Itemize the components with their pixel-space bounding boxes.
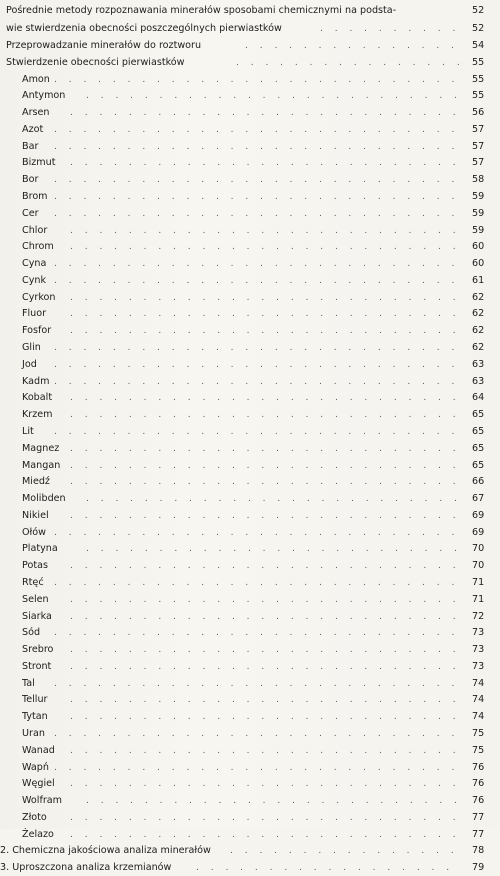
toc-page-number: 60 bbox=[472, 258, 485, 270]
toc-element-entry bbox=[0, 810, 500, 826]
dot-leader bbox=[54, 206, 462, 222]
toc-entry-label: Wanad bbox=[22, 744, 55, 756]
dot-leader bbox=[70, 323, 462, 339]
dot-leader bbox=[70, 592, 462, 608]
dot-leader bbox=[70, 290, 462, 306]
toc-entry-label: Tellur bbox=[22, 694, 48, 706]
toc-element-entry bbox=[0, 692, 500, 708]
toc-entry-label: Stront bbox=[22, 660, 52, 672]
toc-section-entry bbox=[0, 38, 500, 54]
toc-entry-label: Siarka bbox=[22, 610, 52, 622]
toc-page-number: 66 bbox=[472, 476, 485, 488]
toc-page-number: 64 bbox=[472, 392, 485, 404]
toc-entry-label: Ołów bbox=[22, 526, 46, 538]
toc-entry-label: Kobalt bbox=[22, 392, 53, 404]
toc-element-entry bbox=[0, 139, 500, 155]
toc-page-number: 78 bbox=[472, 845, 485, 857]
toc-page-number: 55 bbox=[472, 90, 485, 102]
toc-entry-label: Złoto bbox=[22, 811, 47, 823]
toc-entry-label: Wolfram bbox=[22, 795, 63, 807]
dot-leader bbox=[70, 223, 462, 239]
toc-entry-label: Glin bbox=[22, 342, 41, 354]
toc-page-number: 65 bbox=[472, 409, 485, 421]
dot-leader bbox=[236, 55, 462, 71]
dot-leader bbox=[70, 776, 462, 792]
toc-element-entry bbox=[0, 776, 500, 792]
dot-leader bbox=[54, 122, 462, 138]
toc-page-number: 60 bbox=[472, 241, 485, 253]
toc-page-number: 69 bbox=[472, 509, 485, 521]
toc-page-number: 73 bbox=[472, 660, 485, 672]
dot-leader bbox=[70, 458, 462, 474]
toc-element-entry bbox=[0, 592, 500, 608]
dot-leader bbox=[70, 642, 462, 658]
toc-entry-label: Mangan bbox=[22, 459, 61, 471]
toc-entry-label: 3. Uproszczona analiza krzemianów bbox=[0, 862, 172, 874]
toc-page-number: 62 bbox=[472, 342, 485, 354]
toc-entry-label: Bor bbox=[22, 174, 39, 186]
toc-page-number: 69 bbox=[472, 526, 485, 538]
toc-page-number: 70 bbox=[472, 560, 485, 572]
toc-page-number: 57 bbox=[472, 157, 485, 169]
toc-element-entry bbox=[0, 474, 500, 490]
toc-element-entry bbox=[0, 709, 500, 725]
toc-element-entry bbox=[0, 206, 500, 222]
toc-element-entry bbox=[0, 609, 500, 625]
dot-leader bbox=[70, 390, 462, 406]
dot-leader bbox=[54, 726, 462, 742]
dot-leader bbox=[70, 306, 462, 322]
toc-page-number: 74 bbox=[472, 677, 485, 689]
toc-element-entry bbox=[0, 357, 500, 373]
toc-page-number: 74 bbox=[472, 694, 485, 706]
toc-page-number: 56 bbox=[472, 107, 485, 119]
toc-intro-line-1 bbox=[0, 3, 500, 19]
toc-entry-label: Chrom bbox=[22, 241, 54, 253]
toc-element-entry bbox=[0, 223, 500, 239]
toc-entry-label: Tal bbox=[22, 677, 35, 689]
toc-intro-text-2: wie stwierdzenia obecności poszczególnych pierwiastków bbox=[6, 23, 282, 34]
toc-page-number: 52 bbox=[472, 5, 485, 16]
toc-page-number: 76 bbox=[472, 795, 485, 807]
toc-element-entry bbox=[0, 88, 500, 104]
toc-entry-label: Lit bbox=[22, 425, 34, 437]
toc-element-entry bbox=[0, 273, 500, 289]
toc-chapter-entry bbox=[0, 843, 500, 859]
toc-element-entry bbox=[0, 726, 500, 742]
dot-leader bbox=[54, 357, 462, 373]
toc-entry-label: Cyrkon bbox=[22, 291, 56, 303]
toc-element-entry bbox=[0, 390, 500, 406]
toc-element-entry bbox=[0, 340, 500, 356]
dot-leader bbox=[70, 239, 462, 255]
toc-entry-label: Krzem bbox=[22, 409, 53, 421]
dot-leader bbox=[86, 491, 462, 507]
toc-element-entry bbox=[0, 155, 500, 171]
toc-intro-text-1: Pośrednie metody rozpoznawania minerałów sposobami chemicznymi na podsta- bbox=[6, 5, 397, 16]
toc-page-number: 62 bbox=[472, 291, 485, 303]
toc-element-entry bbox=[0, 760, 500, 776]
dot-leader bbox=[54, 625, 462, 641]
toc-element-entry bbox=[0, 424, 500, 440]
toc-element-entry bbox=[0, 441, 500, 457]
toc-page-number: 65 bbox=[472, 459, 485, 471]
toc-page-number: 75 bbox=[472, 744, 485, 756]
toc-entry-label: Brom bbox=[22, 191, 48, 203]
toc-element-entry bbox=[0, 525, 500, 541]
toc-page-number: 67 bbox=[472, 493, 485, 505]
toc-entry-label: Molibden bbox=[22, 493, 66, 505]
toc-element-entry bbox=[0, 458, 500, 474]
toc-entry-label: Platyna bbox=[22, 543, 58, 555]
toc-entry-label: Żelazo bbox=[22, 828, 54, 840]
dot-leader bbox=[86, 793, 462, 809]
toc-entry-label: Stwierdzenie obecności pierwiastków bbox=[6, 56, 185, 68]
toc-entry-label: Cynk bbox=[22, 274, 47, 286]
toc-page-number: 75 bbox=[472, 727, 485, 739]
toc-page-number: 73 bbox=[472, 627, 485, 639]
dot-leader bbox=[70, 474, 462, 490]
toc-page-number: 55 bbox=[472, 56, 485, 68]
toc-entry-label: Selen bbox=[22, 593, 49, 605]
toc-entry-label: Potas bbox=[22, 560, 48, 572]
dot-leader bbox=[54, 172, 462, 188]
toc-element-entry bbox=[0, 172, 500, 188]
toc-element-entry bbox=[0, 743, 500, 759]
toc-page-number: 77 bbox=[472, 828, 485, 840]
toc-entry-label: Węgiel bbox=[22, 778, 55, 790]
toc-page-number: 62 bbox=[472, 325, 485, 337]
toc-entry-label: Kadm bbox=[22, 375, 50, 387]
dot-leader bbox=[54, 676, 462, 692]
dot-leader bbox=[86, 541, 462, 557]
toc-page-number: 73 bbox=[472, 644, 485, 656]
toc-element-entry bbox=[0, 290, 500, 306]
toc-element-entry bbox=[0, 491, 500, 507]
dot-leader bbox=[70, 659, 462, 675]
toc-page-number: 57 bbox=[472, 140, 485, 152]
dot-leader bbox=[70, 155, 462, 171]
toc-entry-label: Cer bbox=[22, 207, 39, 219]
dot-leader bbox=[54, 525, 462, 541]
dot-leader bbox=[54, 273, 462, 289]
toc-element-entry bbox=[0, 541, 500, 557]
toc-entry-label: Bizmut bbox=[22, 157, 56, 169]
toc-entry-label: Nikiel bbox=[22, 509, 49, 521]
toc-entry-label: Fosfor bbox=[22, 325, 52, 337]
toc-entry-label: Azot bbox=[22, 123, 44, 135]
toc-entry-label: Uran bbox=[22, 727, 45, 739]
dot-leader bbox=[70, 105, 462, 121]
dot-leader bbox=[54, 139, 462, 155]
toc-entry-label: Antymon bbox=[22, 90, 66, 102]
toc-element-entry bbox=[0, 105, 500, 121]
toc-entry-label: Wapń bbox=[22, 761, 49, 773]
dot-leader bbox=[54, 189, 462, 205]
toc-element-entry bbox=[0, 575, 500, 591]
dot-leader bbox=[70, 407, 462, 423]
toc-page-number: 52 bbox=[472, 23, 485, 34]
toc-element-entry bbox=[0, 625, 500, 641]
toc-element-entry bbox=[0, 189, 500, 205]
toc-element-entry bbox=[0, 374, 500, 390]
dot-leader bbox=[54, 374, 462, 390]
toc-element-entry bbox=[0, 306, 500, 322]
toc-page-number: 59 bbox=[472, 191, 485, 203]
toc-page-number: 70 bbox=[472, 543, 485, 555]
dot-leader bbox=[320, 21, 460, 37]
toc-page-number: 71 bbox=[472, 576, 485, 588]
toc-page-number: 55 bbox=[472, 73, 485, 85]
toc-page-number: 58 bbox=[472, 174, 485, 186]
toc-entry-label: Cyna bbox=[22, 258, 47, 270]
dot-leader bbox=[196, 860, 462, 876]
dot-leader bbox=[54, 575, 462, 591]
dot-leader bbox=[86, 88, 462, 104]
toc-section-entry bbox=[0, 55, 500, 71]
toc-entry-label: Bar bbox=[22, 140, 39, 152]
dot-leader bbox=[54, 256, 462, 272]
dot-leader bbox=[54, 760, 462, 776]
toc-element-entry bbox=[0, 72, 500, 88]
toc-page-number: 71 bbox=[472, 593, 485, 605]
toc-page-number: 74 bbox=[472, 711, 485, 723]
toc-entry-label: Arsen bbox=[22, 107, 50, 119]
toc-page-number: 61 bbox=[472, 274, 485, 286]
dot-leader bbox=[70, 827, 462, 843]
dot-leader bbox=[70, 508, 462, 524]
toc-entry-label: Srebro bbox=[22, 644, 54, 656]
toc-element-entry bbox=[0, 256, 500, 272]
toc-page-number: 57 bbox=[472, 123, 485, 135]
toc-page-number: 54 bbox=[472, 40, 485, 51]
toc-page-number: 76 bbox=[472, 778, 485, 790]
dot-leader bbox=[70, 692, 462, 708]
toc-entry-label: Jod bbox=[22, 358, 37, 370]
toc-page-number: 77 bbox=[472, 811, 485, 823]
toc-element-entry bbox=[0, 558, 500, 574]
toc-element-entry bbox=[0, 323, 500, 339]
toc-page-number: 65 bbox=[472, 442, 485, 454]
toc-element-entry bbox=[0, 642, 500, 658]
toc-entry-label: Tytan bbox=[22, 711, 48, 723]
dot-leader bbox=[70, 441, 462, 457]
toc-page-number: 63 bbox=[472, 358, 485, 370]
dot-leader bbox=[70, 743, 462, 759]
dot-leader bbox=[245, 38, 462, 54]
toc-entry-label: Magnez bbox=[22, 442, 60, 454]
toc-element-entry bbox=[0, 659, 500, 675]
toc-entry-label: Miedź bbox=[22, 476, 50, 488]
toc-element-entry bbox=[0, 239, 500, 255]
dot-leader bbox=[70, 558, 462, 574]
toc-page-number: 79 bbox=[472, 862, 485, 874]
toc-element-entry bbox=[0, 407, 500, 423]
toc-page-number: 72 bbox=[472, 610, 485, 622]
toc-page-number: 62 bbox=[472, 308, 485, 320]
toc-entry-label: Sód bbox=[22, 627, 41, 639]
toc-entry-label: Fluor bbox=[22, 308, 47, 320]
toc-entry-label: Przeprowadzanie minerałów do roztworu bbox=[6, 40, 202, 51]
toc-entry-label: 2. Chemiczna jakościowa analiza minerałów bbox=[0, 845, 211, 857]
toc-element-entry bbox=[0, 676, 500, 692]
toc-entry-label: Amon bbox=[22, 73, 50, 85]
dot-leader bbox=[70, 609, 462, 625]
toc-chapter-entry bbox=[0, 860, 500, 876]
dot-leader bbox=[54, 72, 462, 88]
toc-element-entry bbox=[0, 508, 500, 524]
toc-page-number: 63 bbox=[472, 375, 485, 387]
dot-leader bbox=[54, 340, 462, 356]
dot-leader bbox=[70, 810, 462, 826]
toc-page-number: 76 bbox=[472, 761, 485, 773]
dot-leader bbox=[70, 709, 462, 725]
toc-entry-label: Rtęć bbox=[22, 576, 44, 588]
toc-page-number: 59 bbox=[472, 207, 485, 219]
toc-element-entry bbox=[0, 122, 500, 138]
toc-intro-line-2 bbox=[0, 21, 500, 37]
toc-entry-label: Chlor bbox=[22, 224, 48, 236]
dot-leader bbox=[54, 424, 462, 440]
dot-leader bbox=[230, 843, 462, 859]
toc-element-entry bbox=[0, 793, 500, 809]
toc-page-number: 65 bbox=[472, 425, 485, 437]
toc-page-number: 59 bbox=[472, 224, 485, 236]
toc-element-entry bbox=[0, 827, 500, 843]
